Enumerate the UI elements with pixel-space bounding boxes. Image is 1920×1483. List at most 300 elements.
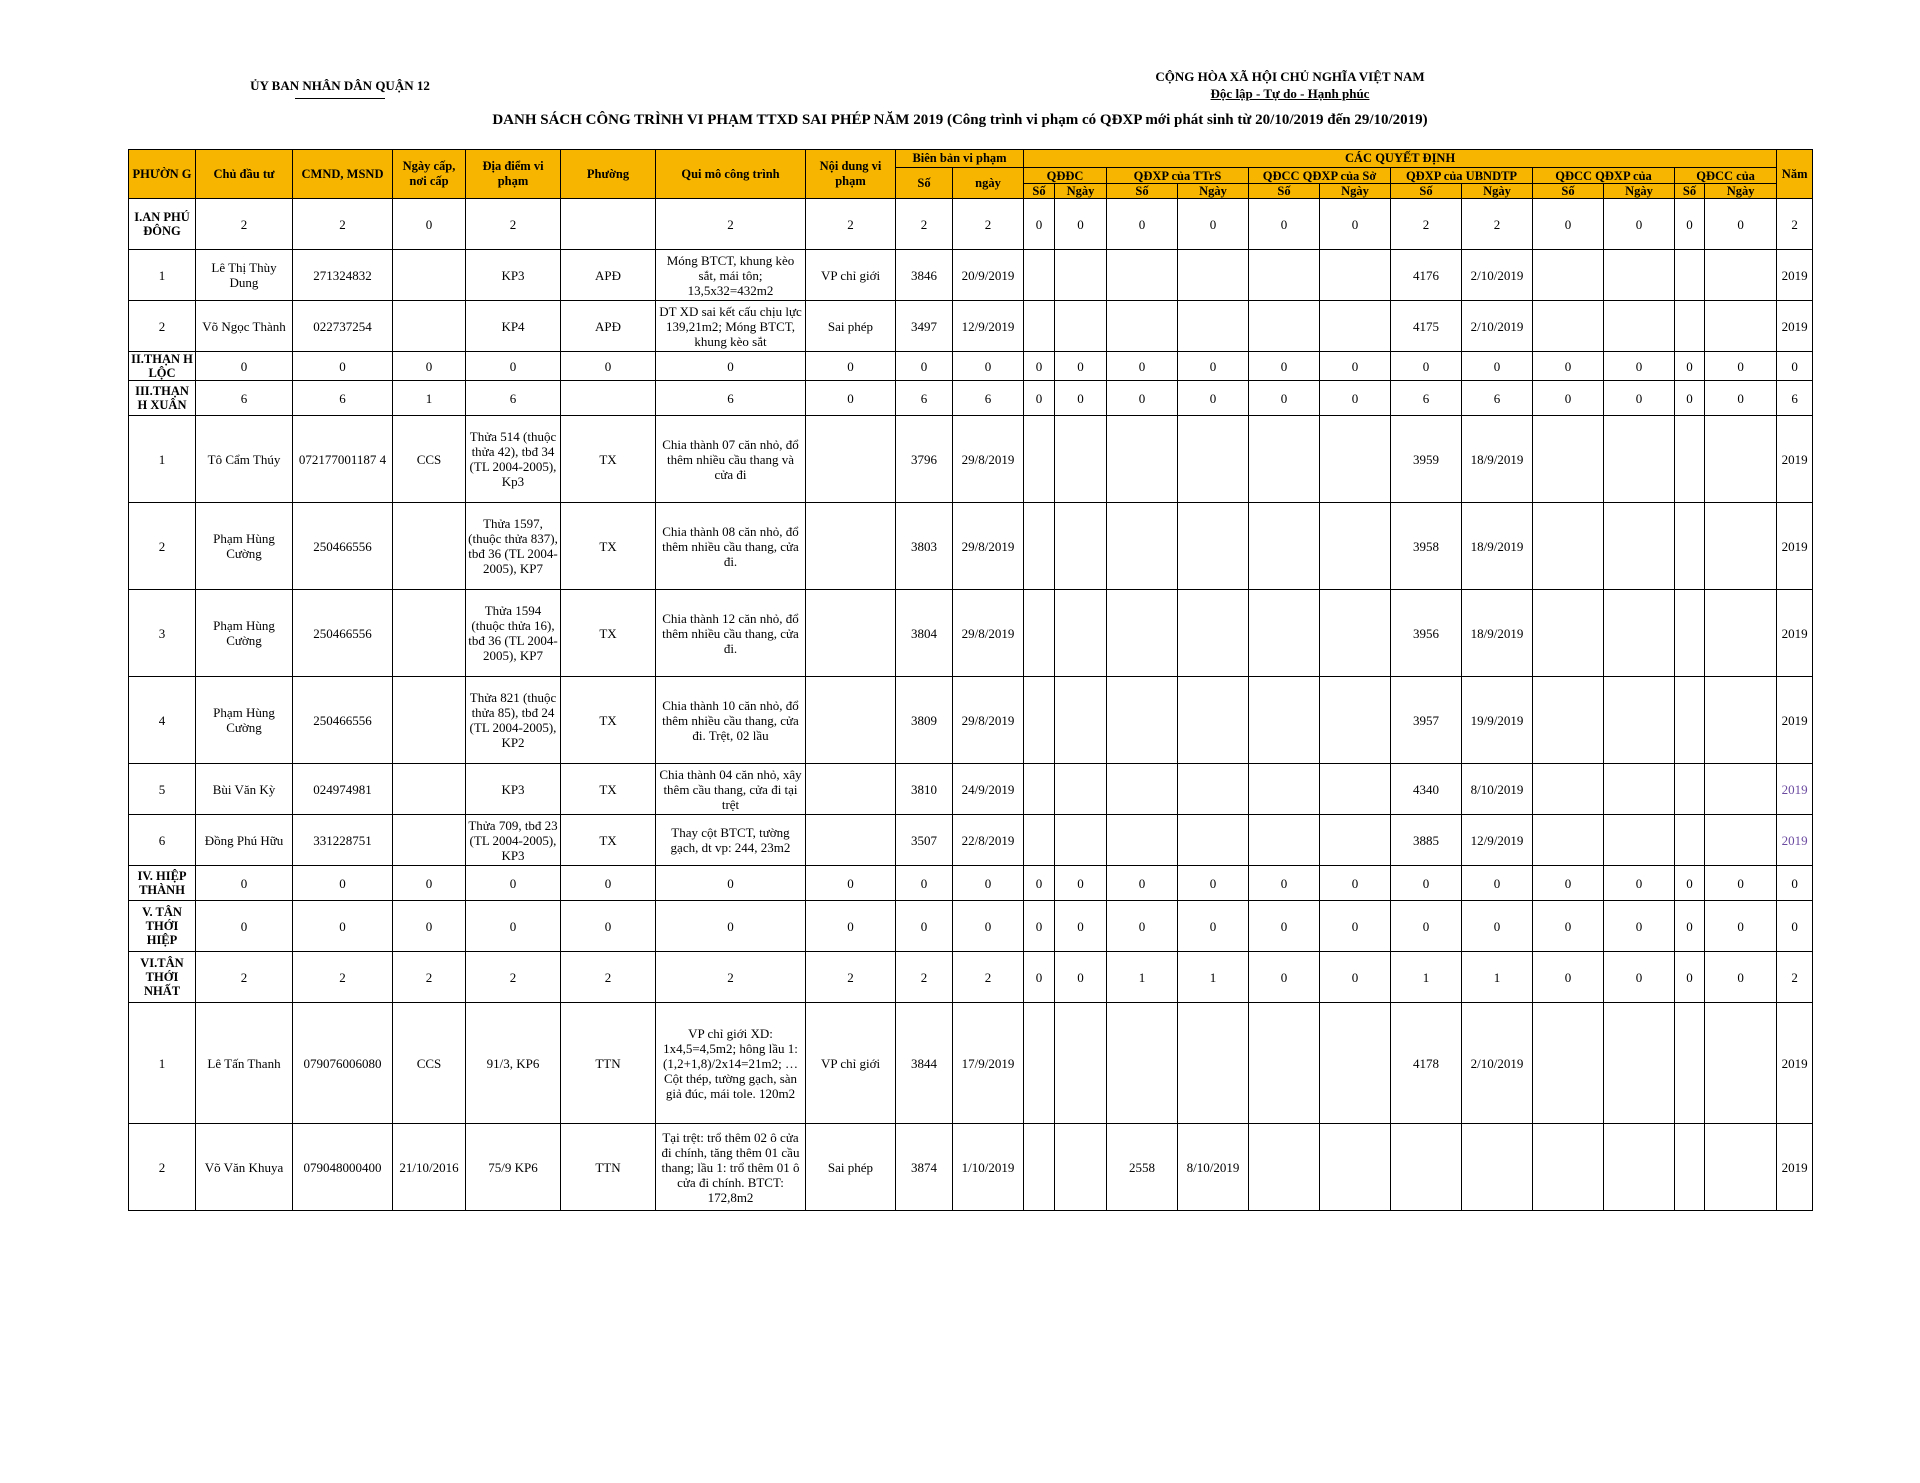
country-name: CỘNG HÒA XÃ HỘI CHỦ NGHĨA VIỆT NAM [1155, 69, 1425, 84]
sub-ngay: Ngày [1320, 184, 1391, 199]
row-number-cell: 1 [129, 1003, 196, 1124]
table-cell: 0 [1533, 381, 1604, 416]
table-cell: 6 [896, 381, 953, 416]
table-cell: 024974981 [293, 764, 393, 815]
table-cell: 0 [1055, 352, 1107, 381]
table-cell: 0 [561, 352, 656, 381]
table-cell: 022737254 [293, 301, 393, 352]
table-cell: 0 [1320, 901, 1391, 952]
table-cell: 0 [1055, 901, 1107, 952]
table-cell: 250466556 [293, 677, 393, 764]
table-cell: 0 [561, 866, 656, 901]
sub-so: Số [1249, 184, 1320, 199]
table-cell: 2019 [1777, 301, 1813, 352]
table-cell: 2019 [1777, 416, 1813, 503]
table-row [129, 503, 1813, 590]
table-cell [393, 764, 466, 815]
table-cell [1107, 503, 1178, 590]
table-cell: 6 [953, 381, 1024, 416]
table-cell: 1/10/2019 [953, 1124, 1024, 1211]
table-cell [1604, 503, 1675, 590]
table-cell [1249, 1003, 1320, 1124]
table-cell: 2558 [1107, 1124, 1178, 1211]
table-cell [1320, 503, 1391, 590]
table-cell: Phạm Hùng Cường [196, 503, 293, 590]
table-row [129, 1124, 1813, 1211]
table-row [129, 815, 1813, 866]
col-cmnd: CMND, MSND [293, 150, 393, 199]
table-cell [1320, 416, 1391, 503]
table-cell: 0 [1705, 866, 1777, 901]
table-cell: 079048000400 [293, 1124, 393, 1211]
table-cell: 331228751 [293, 815, 393, 866]
table-cell [1320, 590, 1391, 677]
table-cell [1675, 416, 1705, 503]
table-cell: 0 [393, 901, 466, 952]
table-cell [1178, 764, 1249, 815]
table-cell: 2 [1777, 199, 1813, 250]
table-cell: 12/9/2019 [953, 301, 1024, 352]
section-name-cell: V. TÂN THỚI HIỆP [129, 901, 196, 952]
table-cell: Chia thành 07 căn nhỏ, đổ thêm nhiều cầu thang và cửa đi [656, 416, 806, 503]
table-cell: 2019 [1777, 815, 1813, 866]
sub-so: Số [1391, 184, 1462, 199]
table-cell: 0 [1604, 901, 1675, 952]
table-cell [1320, 1124, 1391, 1211]
table-cell: 21/10/2016 [393, 1124, 466, 1211]
table-cell: 0 [1024, 952, 1055, 1003]
table-cell: 0 [1178, 901, 1249, 952]
col-bien-ban-so: Số [896, 168, 953, 199]
table-cell: 4175 [1391, 301, 1462, 352]
table-cell: 0 [1024, 866, 1055, 901]
table-cell: 0 [953, 901, 1024, 952]
table-cell [1024, 677, 1055, 764]
sub-ngay: Ngày [1178, 184, 1249, 199]
col-chu-dau-tu: Chủ đầu tư [196, 150, 293, 199]
table-cell: 2 [896, 199, 953, 250]
table-cell [561, 199, 656, 250]
table-cell [1320, 301, 1391, 352]
table-cell: Thửa 1597, (thuộc thửa 837), tbđ 36 (TL 2004-2005), KP7 [466, 503, 561, 590]
section-name-cell: II.THẠN H LỘC [129, 352, 196, 381]
table-cell [1705, 250, 1777, 301]
table-cell: VP chỉ giới XD: 1x4,5=4,5m2; hông lầu 1: (1,2+1,8)/2x14=21m2; …Cột thép, tường gạch, sàn giả đúc, mái tole. 120m2 [656, 1003, 806, 1124]
table-cell: 24/9/2019 [953, 764, 1024, 815]
table-cell [1533, 1003, 1604, 1124]
table-cell: 0 [1249, 866, 1320, 901]
table-cell: 3796 [896, 416, 953, 503]
table-cell: 0 [1705, 352, 1777, 381]
table-cell [1705, 677, 1777, 764]
table-cell [1533, 677, 1604, 764]
table-cell: Thửa 1594 (thuộc thửa 16), tbđ 36 (TL 2004-2005), KP7 [466, 590, 561, 677]
row-number-cell: 5 [129, 764, 196, 815]
table-cell [1178, 416, 1249, 503]
table-cell: 0 [196, 866, 293, 901]
table-cell: 0 [561, 901, 656, 952]
table-cell [1055, 677, 1107, 764]
table-cell: 2 [953, 952, 1024, 1003]
table-cell: TX [561, 590, 656, 677]
table-cell: 2 [953, 199, 1024, 250]
table-cell: 0 [1320, 952, 1391, 1003]
table-cell: 0 [1604, 381, 1675, 416]
section-row [129, 901, 1813, 952]
table-cell: 0 [1055, 199, 1107, 250]
section-row [129, 952, 1813, 1003]
table-cell [1249, 677, 1320, 764]
table-cell: 3874 [896, 1124, 953, 1211]
row-number-cell: 3 [129, 590, 196, 677]
table-cell [393, 677, 466, 764]
table-cell: 0 [1777, 352, 1813, 381]
table-cell: 6 [293, 381, 393, 416]
table-cell: 0 [1777, 901, 1813, 952]
table-cell [1178, 677, 1249, 764]
table-cell: 3804 [896, 590, 953, 677]
table-cell: 0 [1107, 352, 1178, 381]
table-cell: 19/9/2019 [1462, 677, 1533, 764]
table-cell: 0 [1107, 381, 1178, 416]
table-cell: 2 [293, 199, 393, 250]
table-cell [1705, 503, 1777, 590]
sub-so: Số [1675, 184, 1705, 199]
table-cell: 8/10/2019 [1178, 1124, 1249, 1211]
table-cell: 079076006080 [293, 1003, 393, 1124]
table-cell: 2 [1462, 199, 1533, 250]
table-cell [1604, 1124, 1675, 1211]
table-cell: 0 [196, 352, 293, 381]
sub-so: Số [1024, 184, 1055, 199]
table-cell: Thửa 821 (thuộc thửa 85), tbđ 24 (TL 2004-2005), KP2 [466, 677, 561, 764]
table-cell: 6 [656, 381, 806, 416]
table-cell: CCS [393, 416, 466, 503]
table-cell: 4178 [1391, 1003, 1462, 1124]
table-cell [1107, 250, 1178, 301]
table-cell: 2 [806, 952, 896, 1003]
table-cell: 0 [896, 901, 953, 952]
table-cell [1604, 301, 1675, 352]
table-cell [1391, 1124, 1462, 1211]
table-row [129, 416, 1813, 503]
table-cell: 2/10/2019 [1462, 250, 1533, 301]
table-cell [1249, 503, 1320, 590]
row-number-cell: 1 [129, 416, 196, 503]
table-cell [1705, 301, 1777, 352]
table-cell: 2/10/2019 [1462, 1003, 1533, 1124]
table-cell: 3958 [1391, 503, 1462, 590]
table-cell: 0 [656, 352, 806, 381]
table-cell [1675, 250, 1705, 301]
table-cell: TX [561, 677, 656, 764]
table-cell [1675, 503, 1705, 590]
table-cell [1249, 590, 1320, 677]
table-cell [806, 815, 896, 866]
table-cell [1249, 815, 1320, 866]
table-cell: 0 [393, 199, 466, 250]
header-row-1 [129, 150, 1813, 168]
sub-ngay: Ngày [1462, 184, 1533, 199]
table-cell: 29/8/2019 [953, 503, 1024, 590]
table-cell [1024, 1124, 1055, 1211]
section-name-cell: I.AN PHÚ ĐÔNG [129, 199, 196, 250]
table-cell: Đồng Phú Hữu [196, 815, 293, 866]
table-cell [1604, 416, 1675, 503]
table-cell [1024, 416, 1055, 503]
table-cell [1055, 590, 1107, 677]
table-cell: 0 [1705, 381, 1777, 416]
table-cell: 0 [1024, 352, 1055, 381]
table-cell [1533, 301, 1604, 352]
row-number-cell: 2 [129, 503, 196, 590]
table-cell [1178, 250, 1249, 301]
table-cell [1249, 1124, 1320, 1211]
table-cell: Tại trệt: trổ thêm 02 ô cửa đi chính, tăng thêm 01 cầu thang; lầu 1: trổ thêm 01 ô cửa đi chính. BTCT: 172,8m2 [656, 1124, 806, 1211]
table-cell: Phạm Hùng Cường [196, 590, 293, 677]
table-cell [393, 301, 466, 352]
table-cell: 0 [1675, 199, 1705, 250]
sub-so: Số [1107, 184, 1178, 199]
table-cell: 0 [806, 381, 896, 416]
col-group-qddc: QĐĐC [1024, 168, 1107, 184]
table-cell [1705, 764, 1777, 815]
table-cell: 0 [1320, 866, 1391, 901]
table-cell [1024, 815, 1055, 866]
national-header [1115, 68, 1465, 102]
col-group-qdcc-qdxp: QĐCC QĐXP của [1533, 168, 1675, 184]
table-cell: 6 [466, 381, 561, 416]
authority-name: ỦY BAN NHÂN DÂN QUẬN 12 [250, 78, 430, 93]
table-cell: 2019 [1777, 590, 1813, 677]
table-cell: 8/10/2019 [1462, 764, 1533, 815]
table-cell: TX [561, 815, 656, 866]
col-phuong: PHƯỜN G [129, 150, 196, 199]
row-number-cell: 2 [129, 1124, 196, 1211]
col-bien-ban: Biên bản vi phạm [896, 150, 1024, 168]
table-cell: 2019 [1777, 1124, 1813, 1211]
table-cell [1055, 416, 1107, 503]
table-cell [806, 503, 896, 590]
issuing-authority [215, 78, 465, 99]
table-cell [1055, 250, 1107, 301]
table-cell: 2 [806, 199, 896, 250]
table-cell [1024, 301, 1055, 352]
table-cell: 0 [393, 866, 466, 901]
table-cell: 0 [1107, 866, 1178, 901]
table-cell [1249, 764, 1320, 815]
table-cell: DT XD sai kết cấu chịu lực 139,21m2; Móng BTCT, khung kèo sắt [656, 301, 806, 352]
table-cell: 0 [1055, 381, 1107, 416]
section-row [129, 866, 1813, 901]
table-cell [1320, 677, 1391, 764]
section-row [129, 352, 1813, 381]
table-cell: 072177001187 4 [293, 416, 393, 503]
table-cell [1178, 590, 1249, 677]
table-cell [1675, 1124, 1705, 1211]
table-cell: 0 [1320, 381, 1391, 416]
table-cell [1705, 590, 1777, 677]
table-cell: 2 [466, 952, 561, 1003]
table-cell: 3956 [1391, 590, 1462, 677]
table-cell: Lê Tấn Thanh [196, 1003, 293, 1124]
table-cell [1024, 250, 1055, 301]
table-cell: 0 [1675, 352, 1705, 381]
table-row [129, 301, 1813, 352]
col-group-qdcc: QĐCC của [1675, 168, 1777, 184]
table-cell: 3959 [1391, 416, 1462, 503]
table-cell: 2 [293, 952, 393, 1003]
table-cell: Phạm Hùng Cường [196, 677, 293, 764]
table-cell: 0 [1178, 199, 1249, 250]
sub-ngay: Ngày [1055, 184, 1107, 199]
table-cell: 0 [1055, 866, 1107, 901]
table-cell: 2 [393, 952, 466, 1003]
table-cell [806, 764, 896, 815]
table-cell: 3809 [896, 677, 953, 764]
table-cell: APĐ [561, 250, 656, 301]
table-cell: 0 [466, 352, 561, 381]
table-cell: 2019 [1777, 1003, 1813, 1124]
table-cell [1604, 590, 1675, 677]
violations-table [128, 149, 1813, 1211]
table-cell [1533, 250, 1604, 301]
table-cell [1320, 250, 1391, 301]
table-cell [1604, 815, 1675, 866]
table-cell: 3497 [896, 301, 953, 352]
table-cell: 250466556 [293, 590, 393, 677]
table-cell: 2019 [1777, 503, 1813, 590]
table-cell [1107, 1003, 1178, 1124]
table-row [129, 764, 1813, 815]
table-cell: 2 [896, 952, 953, 1003]
table-cell [1675, 815, 1705, 866]
row-number-cell: 1 [129, 250, 196, 301]
table-cell [806, 590, 896, 677]
table-cell [1533, 764, 1604, 815]
table-cell [1533, 590, 1604, 677]
table-cell: 0 [1675, 952, 1705, 1003]
table-cell: Thửa 514 (thuộc thửa 42), tbđ 34 (TL 2004-2005), Kp3 [466, 416, 561, 503]
table-row [129, 677, 1813, 764]
table-cell [561, 381, 656, 416]
table-cell: KP3 [466, 764, 561, 815]
table-cell: 2 [656, 199, 806, 250]
table-cell: 0 [1604, 199, 1675, 250]
table-cell: 0 [1533, 866, 1604, 901]
table-cell [1024, 764, 1055, 815]
table-cell: 0 [1533, 199, 1604, 250]
table-cell: 91/3, KP6 [466, 1003, 561, 1124]
table-cell: 3844 [896, 1003, 953, 1124]
table-cell [393, 590, 466, 677]
table-cell: 0 [1178, 352, 1249, 381]
table-cell: 0 [1705, 199, 1777, 250]
table-cell: 2 [561, 952, 656, 1003]
table-cell: TX [561, 503, 656, 590]
row-number-cell: 4 [129, 677, 196, 764]
table-cell [1107, 301, 1178, 352]
table-cell: 0 [196, 901, 293, 952]
table-cell [806, 416, 896, 503]
table-cell [1604, 764, 1675, 815]
row-number-cell: 2 [129, 301, 196, 352]
table-cell [1107, 416, 1178, 503]
table-cell [1107, 815, 1178, 866]
table-cell: 75/9 KP6 [466, 1124, 561, 1211]
table-cell: 0 [1705, 901, 1777, 952]
table-cell: 29/8/2019 [953, 677, 1024, 764]
table-cell: Sai phép [806, 301, 896, 352]
table-cell: 0 [1249, 952, 1320, 1003]
table-cell: 2 [1391, 199, 1462, 250]
section-name-cell: VI.TÂN THỚI NHẤT [129, 952, 196, 1003]
table-cell: 4176 [1391, 250, 1462, 301]
table-cell: 0 [656, 901, 806, 952]
table-cell: 1 [1178, 952, 1249, 1003]
table-cell: Chia thành 12 căn nhỏ, đổ thêm nhiều cầu thang, cửa đi. [656, 590, 806, 677]
table-cell: 18/9/2019 [1462, 503, 1533, 590]
table-cell: 0 [1024, 381, 1055, 416]
table-cell: 0 [466, 901, 561, 952]
table-cell [393, 815, 466, 866]
section-row [129, 199, 1813, 250]
table-cell: 17/9/2019 [953, 1003, 1024, 1124]
table-cell [1604, 677, 1675, 764]
table-cell: 2 [196, 952, 293, 1003]
table-cell: 3957 [1391, 677, 1462, 764]
table-cell: 0 [1675, 901, 1705, 952]
table-cell: Chia thành 10 căn nhỏ, đổ thêm nhiều cầu thang, cửa đi. Trệt, 02 lầu [656, 677, 806, 764]
table-row [129, 1003, 1813, 1124]
table-cell: 1 [1391, 952, 1462, 1003]
sub-ngay: Ngày [1604, 184, 1675, 199]
table-cell: 2 [1777, 952, 1813, 1003]
table-cell [1604, 1003, 1675, 1124]
table-cell: 2 [656, 952, 806, 1003]
table-cell: 0 [1249, 901, 1320, 952]
table-cell: Thửa 709, tbđ 23 (TL 2004-2005), KP3 [466, 815, 561, 866]
table-cell [1705, 815, 1777, 866]
table-cell: 6 [1777, 381, 1813, 416]
table-row [129, 250, 1813, 301]
table-cell: 0 [656, 866, 806, 901]
col-phuong-2: Phường [561, 150, 656, 199]
table-cell: 0 [1320, 199, 1391, 250]
table-cell: 3846 [896, 250, 953, 301]
table-cell [1024, 503, 1055, 590]
table-cell: 12/9/2019 [1462, 815, 1533, 866]
col-bien-ban-ngay: ngày [953, 168, 1024, 199]
table-cell: Móng BTCT, khung kèo sắt, mái tôn; 13,5x32=432m2 [656, 250, 806, 301]
table-cell: 0 [1024, 199, 1055, 250]
table-cell: 1 [1462, 952, 1533, 1003]
table-cell: 0 [466, 866, 561, 901]
table-cell: 0 [1533, 952, 1604, 1003]
table-cell: 6 [1391, 381, 1462, 416]
table-cell [1533, 503, 1604, 590]
table-cell: Sai phép [806, 1124, 896, 1211]
table-cell: 0 [896, 352, 953, 381]
table-cell: 0 [953, 866, 1024, 901]
table-cell [1055, 1003, 1107, 1124]
table-cell [1604, 250, 1675, 301]
table-cell: 0 [1604, 352, 1675, 381]
table-cell: 0 [1675, 866, 1705, 901]
table-cell [1533, 815, 1604, 866]
table-cell: 3885 [1391, 815, 1462, 866]
table-cell: 0 [1178, 866, 1249, 901]
